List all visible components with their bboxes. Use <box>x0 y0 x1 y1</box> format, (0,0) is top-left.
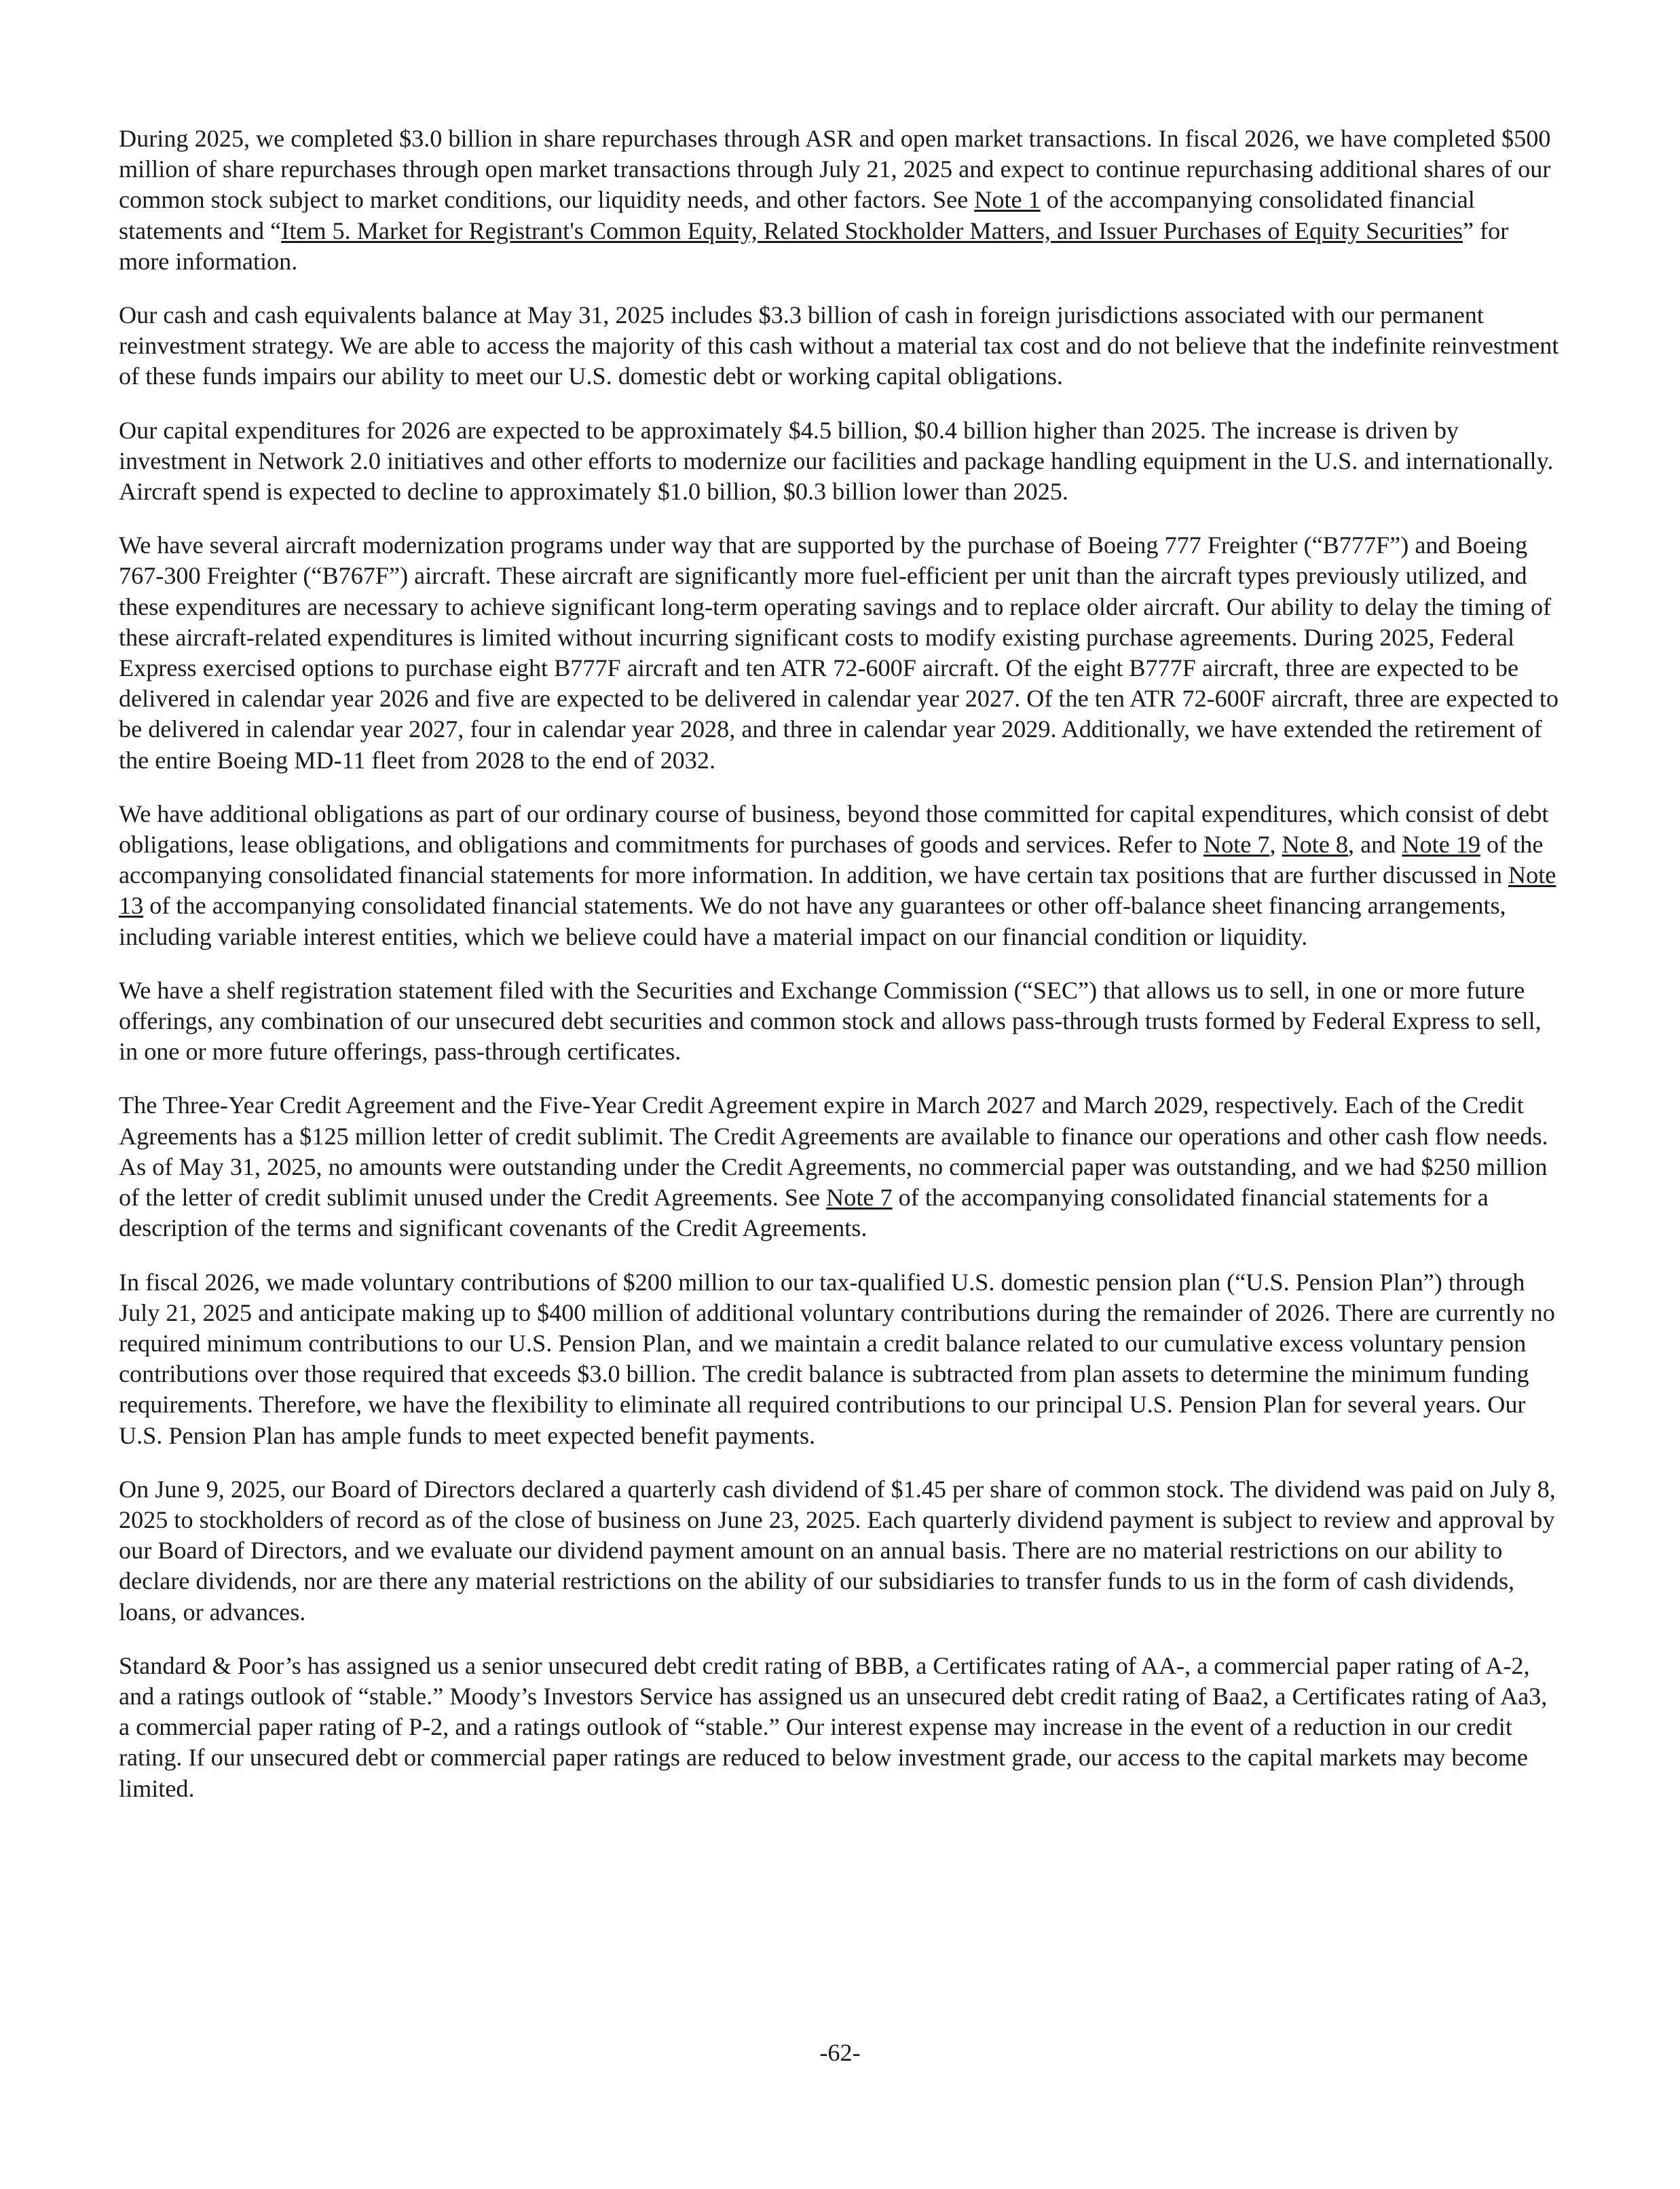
page-number: -62- <box>819 2039 861 2066</box>
document-body <box>119 124 1561 1827</box>
paragraph-text: of the accompanying consolidated financial statements for a description of the terms and significant covenants of the Credit Agreements. <box>119 1184 1489 1242</box>
paragraph-credit-ratings <box>119 1651 1561 1804</box>
link-note-7[interactable]: Note 7 <box>826 1184 893 1212</box>
paragraph-text: On June 9, 2025, our Board of Directors declared a quarterly cash dividend of $1.45 per share of common stock. The dividend was paid on July 8, 2025 to stockholders of record as of the close of business on June 23, 2025. Each quarterly dividend payment is subject to review and approval by our Board of Directors, and we evaluate our dividend payment amount on an annual basis. There are no material restrictions on our ability to declare dividends, nor are there any material restrictions on the ability of our subsidiaries to transfer funds to us in the form of cash dividends, loans, or advances. <box>119 1475 1556 1626</box>
paragraph-text: of the accompanying consolidated financial statements for more information. In addition, we have certain tax positions that are further discussed in <box>119 831 1544 889</box>
paragraph-share-repurchases <box>119 124 1561 277</box>
paragraph-text: of the accompanying consolidated financial statements. We do not have any guarantees or other off-balance sheet financing arrangements, including variable interest entities, which we believe could have a material impact on our financial condition or liquidity. <box>119 892 1506 950</box>
paragraph-additional-obligations <box>119 799 1561 952</box>
paragraph-text: During 2025, we completed $3.0 billion in share repurchases through ASR and open market transactions. In fiscal 2026, we have completed $500 million of share repurchases through open market transactions through July 21, 2025 and expect to continue repurchasing additional shares of our common stock subject to market conditions, our liquidity needs, and other factors. See <box>119 125 1551 214</box>
link-note-19[interactable]: Note 19 <box>1402 831 1480 859</box>
paragraph-text: , <box>1269 831 1282 859</box>
paragraph-text: Our capital expenditures for 2026 are expected to be approximately $4.5 billion, $0.4 billion higher than 2025. The increase is driven by investment in Network 2.0 initiatives and other efforts to modernize our facilities and package handling equipment in the U.S. and internationally. Aircraft spend is expected to decline to approximately $1.0 billion, $0.3 billion lower than 2025. <box>119 416 1554 506</box>
paragraph-aircraft-modernization <box>119 530 1561 776</box>
paragraph-text: In fiscal 2026, we made voluntary contributions of $200 million to our tax-qualified U.S. domestic pension plan (“U.S. Pension Plan”) through July 21, 2025 and anticipate making up to $400 million of additional voluntary contributions during the remainder of 2026. There are currently no required minimum contributions to our U.S. Pension Plan, and we maintain a credit balance related to our cumulative excess voluntary pension contributions over those required that exceeds $3.0 billion. The credit balance is subtracted from plan assets to determine the minimum funding requirements. Therefore, we have the flexibility to eliminate all required contributions to our principal U.S. Pension Plan for several years. Our U.S. Pension Plan has ample funds to meet expected benefit payments. <box>119 1268 1555 1449</box>
paragraph-cash-balance <box>119 300 1561 392</box>
paragraph-shelf-registration <box>119 975 1561 1068</box>
paragraph-text: The Three-Year Credit Agreement and the Five-Year Credit Agreement expire in March 2027 and March 2029, respectively. Each of the Credit Agreements has a $125 million letter of credit sublimit. The Credit Agreements are available to finance our operations and other cash flow needs. As of May 31, 2025, no amounts were outstanding under the Credit Agreements, no commercial paper was outstanding, and we had $250 million of the letter of credit sublimit unused under the Credit Agreements. See <box>119 1091 1548 1212</box>
paragraph-text: We have a shelf registration statement filed with the Securities and Exchange Commission (“SEC”) that allows us to sell, in one or more future offerings, any combination of our unsecured debt securities and common stock and allows pass-through trusts formed by Federal Express to sell, in one or more future offerings, pass-through certificates. <box>119 976 1542 1066</box>
paragraph-capital-expenditures <box>119 415 1561 508</box>
paragraph-text: , and <box>1348 831 1402 859</box>
link-note-13[interactable]: Note 13 <box>119 861 1556 920</box>
paragraph-credit-agreements <box>119 1090 1561 1243</box>
paragraph-text: We have additional obligations as part of our ordinary course of business, beyond those committed for capital expenditures, which consist of debt obligations, lease obligations, and obligations and commitments for purchases of goods and services. Refer to <box>119 800 1549 859</box>
link-note-7[interactable]: Note 7 <box>1203 831 1270 859</box>
paragraph-dividend <box>119 1474 1561 1628</box>
link-note-1[interactable]: Note 1 <box>974 186 1041 214</box>
link-note-8[interactable]: Note 8 <box>1282 831 1349 859</box>
paragraph-pension-contributions <box>119 1267 1561 1451</box>
link-item-5-market-for-registrant-s-common-eq[interactable]: Item 5. Market for Registrant's Common Equity, Related Stockholder Matters, and Issuer Purchases of Equity Securities <box>281 217 1463 244</box>
paragraph-text: of the accompanying consolidated financial statements and “ <box>119 186 1475 244</box>
paragraph-text: We have several aircraft modernization programs under way that are supported by the purchase of Boeing 777 Freighter (“B777F”) and Boeing 767-300 Freighter (“B767F”) aircraft. These aircraft are significantly more fuel-efficient per unit than the aircraft types previously utilized, and these expenditures are necessary to achieve significant long-term operating savings and to replace older aircraft. Our ability to delay the timing of these aircraft-related expenditures is limited without incurring significant costs to modify existing purchase agreements. During 2025, Federal Express exercised options to purchase eight B777F aircraft and ten ATR 72-600F aircraft. Of the eight B777F aircraft, three are expected to be delivered in calendar year 2026 and five are expected to be delivered in calendar year 2027. Of the ten ATR 72-600F aircraft, three are expected to be delivered in calendar year 2027, four in calendar year 2028, and three in calendar year 2029. Additionally, we have extended the retirement of the entire Boeing MD-11 fleet from 2028 to the end of 2032. <box>119 531 1559 774</box>
paragraph-text: Our cash and cash equivalents balance at May 31, 2025 includes $3.3 billion of cash in foreign jurisdictions associated with our permanent reinvestment strategy. We are able to access the majority of this cash without a material tax cost and do not believe that the indefinite reinvestment of these funds impairs our ability to meet our U.S. domestic debt or working capital obligations. <box>119 301 1559 390</box>
paragraph-text: ” for more information. <box>119 217 1509 275</box>
paragraph-text: Standard & Poor’s has assigned us a senior unsecured debt credit rating of BBB, a Certificates rating of AA-, a commercial paper rating of A-2, and a ratings outlook of “stable.” Moody’s Investors Service has assigned us an unsecured debt credit rating of Baa2, a Certificates rating of Aa3, a commercial paper rating of P-2, and a ratings outlook of “stable.” Our interest expense may increase in the event of a reduction in our credit rating. If our unsecured debt or commercial paper ratings are reduced to below investment grade, our access to the capital markets may become limited. <box>119 1651 1548 1802</box>
